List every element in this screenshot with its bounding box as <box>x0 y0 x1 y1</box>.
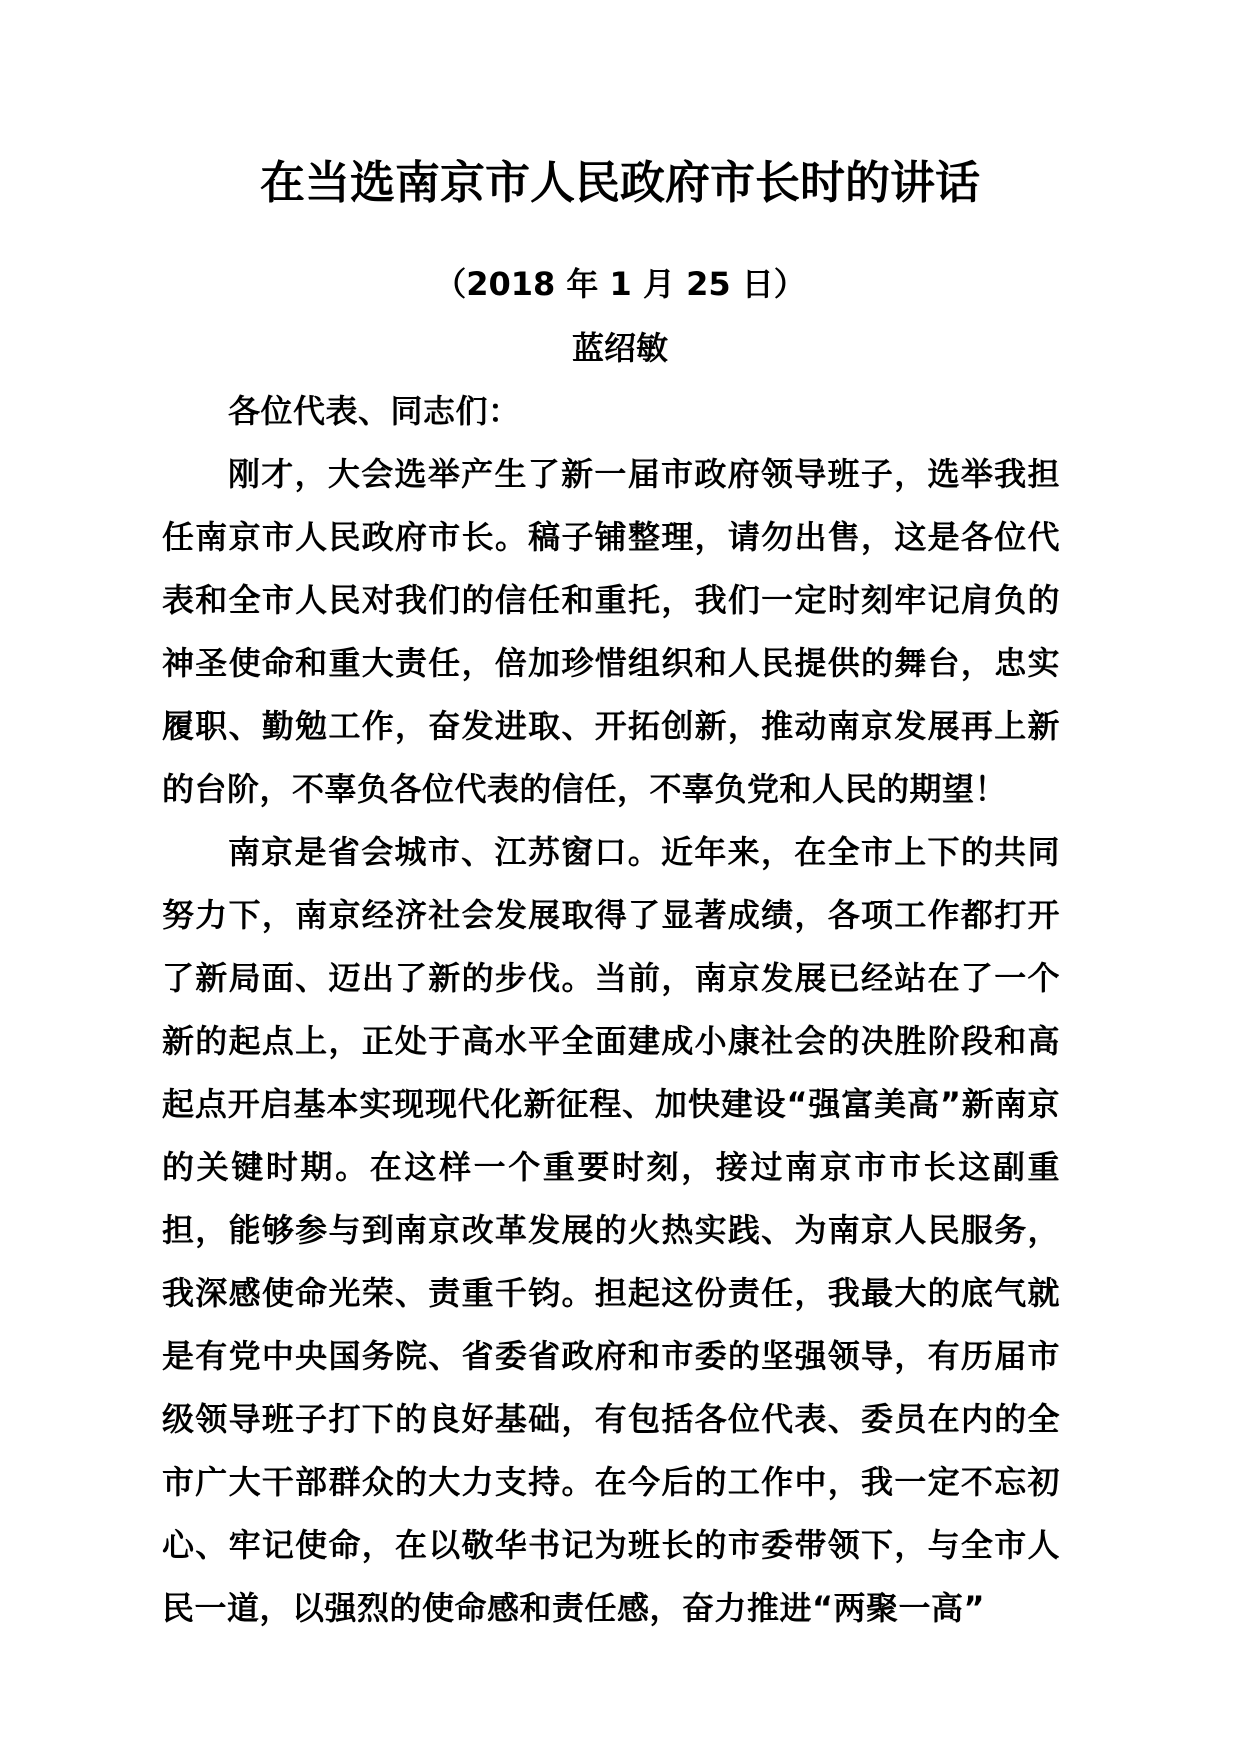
body-paragraph-1: 刚才，大会选举产生了新一届市政府领导班子，选举我担任南京市人民政府市长。稿子铺整理，请勿出售，这是各位代表和全市人民对我们的信任和重托，我们一定时刻牢记肩负的神圣使命和重大责任，倍加珍惜组织和人民提供的舞台，忠实履职、勤勉工作，奋发进取、开拓创新，推动南京发展再上新的台阶，不辜负各位代表的信任，不辜负党和人民的期望！ <box>162 455 1060 808</box>
document-body <box>162 380 1060 1640</box>
document-title: 在当选南京市人民政府市长时的讲话 <box>259 156 980 209</box>
date-line: （2018 年 1 月 25 日） <box>434 265 806 303</box>
salutation: 各位代表、同志们： <box>228 392 521 430</box>
author-name: 蓝绍敏 <box>571 329 668 367</box>
body-paragraph-2: 南京是省会城市、江苏窗口。近年来，在全市上下的共同努力下，南京经济社会发展取得了显著成绩，各项工作都打开了新局面、迈出了新的步伐。当前，南京发展已经站在了一个新的起点上，正处于高水平全面建成小康社会的决胜阶段和高起点开启基本实现现代化新征程、加快建设“强富美高”新南京的关键时期。在这样一个重要时刻，接过南京市市长这副重担，能够参与到南京改革发展的火热实践、为南京人民服务，我深感使命光荣、责重千钧。担起这份责任，我最大的底气就是有党中央国务院、省委省政府和市委的坚强领导，有历届市级领导班子打下的良好基础，有包括各位代表、委员在内的全市广大干部群众的大力支持。在今后的工作中，我一定不忘初心、牢记使命，在以敬华书记为班长的市委带领下，与全市人民一道，以强烈的使命感和责任感，奋力推进“两聚一高” <box>162 833 1060 1627</box>
